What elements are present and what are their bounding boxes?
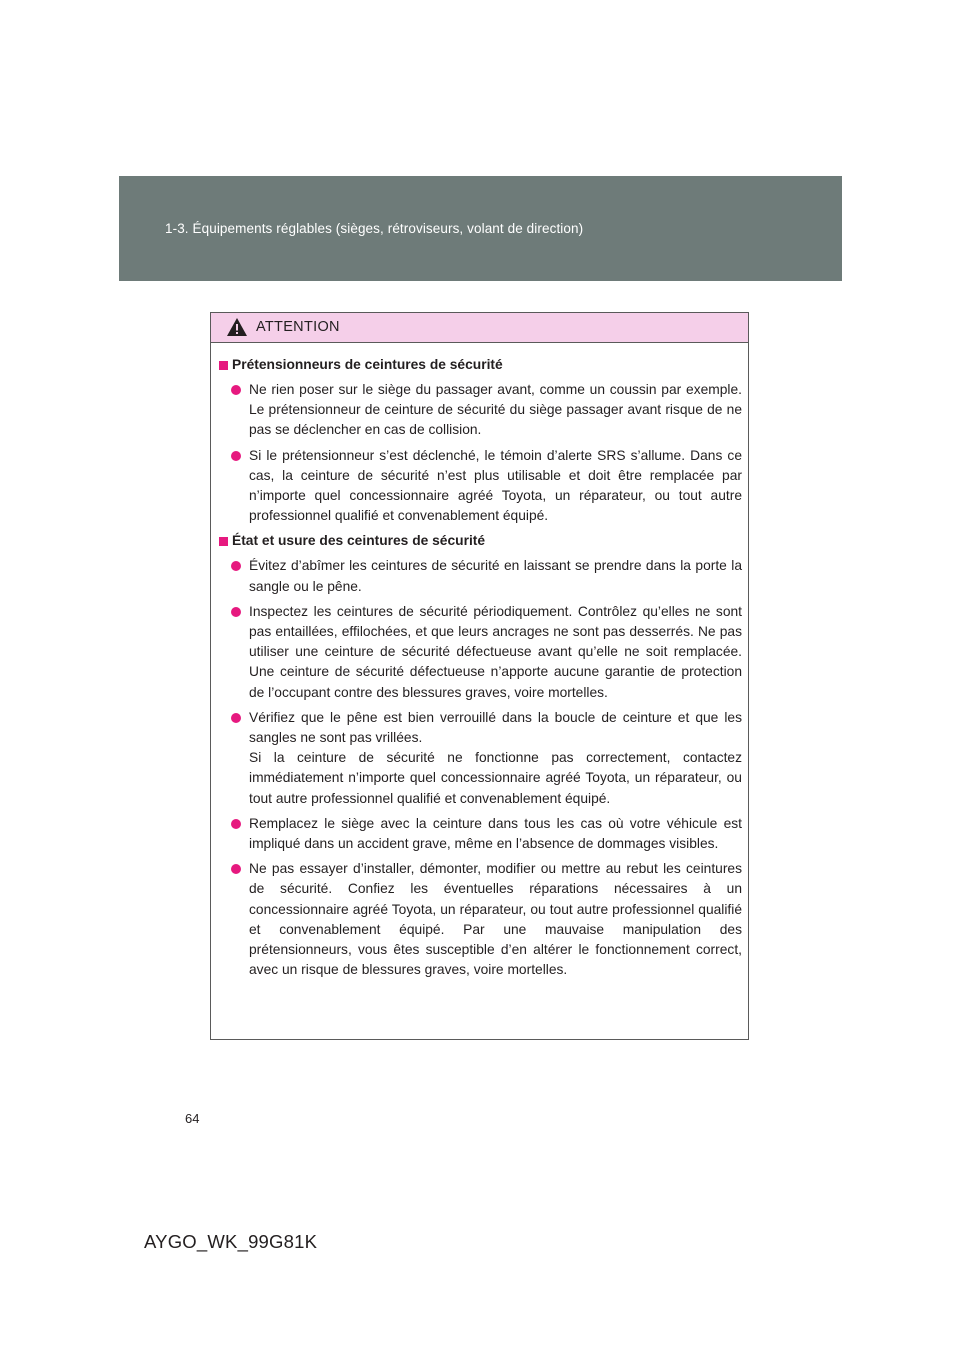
- section-heading-text: État et usure des ceintures de sécurité: [232, 533, 486, 549]
- caution-box: [210, 312, 749, 1040]
- section-heading: [219, 531, 742, 556]
- caution-header: [211, 313, 748, 343]
- section-title: 1-3. Équipements réglables (sièges, rétroviseurs, volant de direction): [165, 221, 584, 236]
- list-item-text: Évitez d’abîmer les ceintures de sécurité en laissant se prendre dans la porte la sangle ou le pêne.: [249, 558, 742, 594]
- list-item-text: Ne rien poser sur le siège du passager avant, comme un coussin par exemple. Le prétensionneur de ceinture de sécurité du siège passager avant risque de ne pas se déclencher en cas de collision.: [249, 382, 742, 438]
- list-item: [231, 859, 742, 980]
- list-item: [231, 602, 742, 703]
- list-item: [231, 556, 742, 596]
- list-item-text: [249, 708, 742, 809]
- list-item: [231, 446, 742, 527]
- list-item: [231, 380, 742, 441]
- list-item-paragraph: Si la ceinture de sécurité ne fonctionne pas correctement, contactez immédiatement n’importe quel concessionnaire agréé Toyota, un réparateur, ou tout autre professionnel qualifié et convenablement équipé.: [249, 750, 742, 806]
- circle-bullet-icon: [231, 385, 241, 395]
- warning-triangle-icon: [226, 317, 248, 337]
- page-number: 64: [185, 1111, 200, 1126]
- circle-bullet-icon: [231, 713, 241, 723]
- section-header-band: [119, 176, 842, 281]
- caution-title: ATTENTION: [256, 319, 340, 335]
- list-item: [231, 708, 742, 809]
- section-heading-text: Prétensionneurs de ceintures de sécurité: [232, 357, 503, 372]
- caution-body: [211, 343, 748, 980]
- circle-bullet-icon: [231, 607, 241, 617]
- circle-bullet-icon: [231, 451, 241, 461]
- square-bullet-icon: [219, 537, 228, 546]
- list-item-text: Ne pas essayer d’installer, démonter, modifier ou mettre au rebut les ceintures de sécurité. Confiez les éventuelles réparations nécessaires à un concessionnaire agréé Toyota, un réparateur, ou tout autre professionnel qualifié et convenablement équipé. Par une mauvaise manipulation des prétensionneurs, vous êtes susceptible d’en altérer le fonctionnement correct, avec un risque de blessures graves, voire mortelles.: [249, 861, 742, 978]
- list-item-paragraph: Vérifiez que le pêne est bien verrouillé dans la boucle de ceinture et que les sangles ne sont pas vrillées.: [249, 709, 742, 746]
- list-item-text: Remplacez le siège avec la ceinture dans tous les cas où votre véhicule est impliqué dans un accident grave, même en l’absence de dommages visibles.: [249, 815, 742, 852]
- circle-bullet-icon: [231, 819, 241, 829]
- list-item: [231, 814, 742, 854]
- circle-bullet-icon: [231, 561, 241, 571]
- document-code: AYGO_WK_99G81K: [144, 1231, 318, 1252]
- section-heading: [219, 355, 742, 380]
- list-item-text: Si le prétensionneur s’est déclenché, le témoin d’alerte SRS s’allume. Dans ce cas, la ceinture de sécurité n’est plus utilisable et doit être remplacée par n’importe quel concessionnaire agréé Toyota, un réparateur, ou tout autre professionnel qualifié et convenablement équipé.: [249, 447, 742, 524]
- square-bullet-icon: [219, 361, 228, 370]
- list-item-text: Inspectez les ceintures de sécurité périodiquement. Contrôlez qu’elles ne sont pas entaillées, effilochées, et que leurs ancrages ne sont pas desserrés. Ne pas utiliser une ceinture de sécurité défectueuse avant qu’elle ne soit remplacée. Une ceinture de sécurité défectueuse n’apporte aucune garantie de protection de l’occupant contre des blessures graves, voire mortelles.: [249, 603, 742, 700]
- circle-bullet-icon: [231, 864, 241, 874]
